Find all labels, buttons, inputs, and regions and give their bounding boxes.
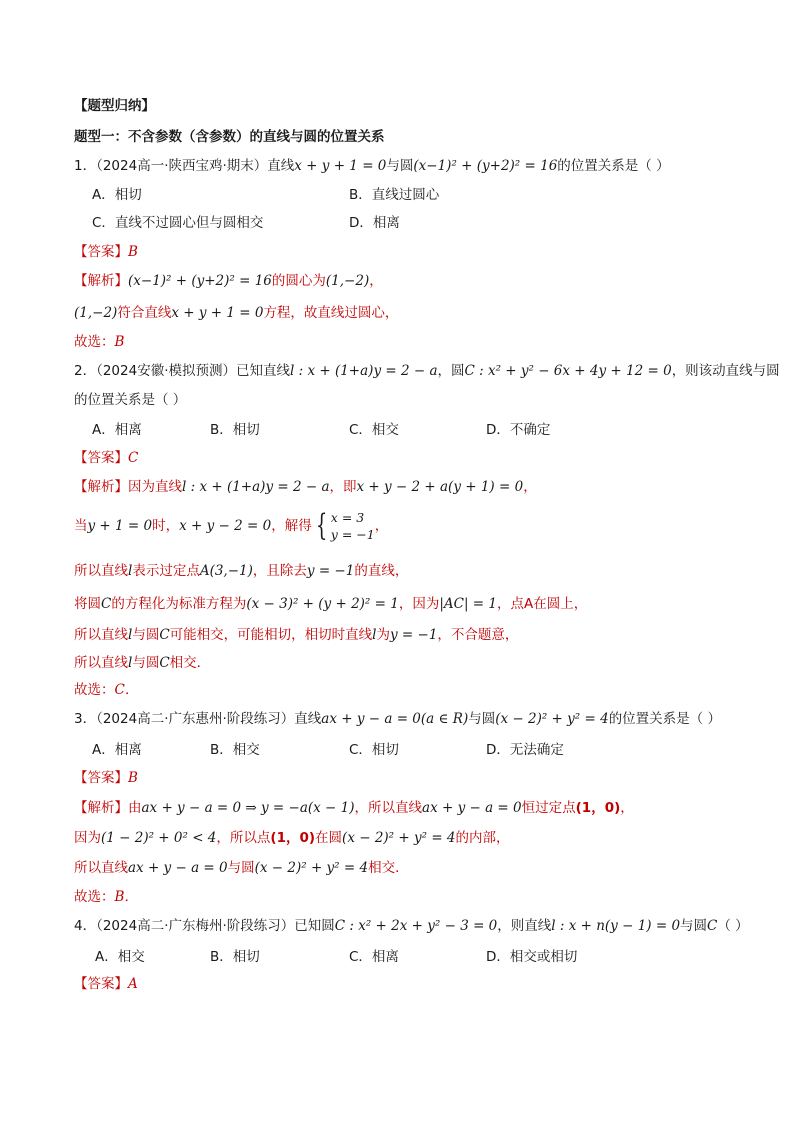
q3-answer: [74, 769, 138, 787]
q3-circle-eq: (x − 2)² + y² = 4: [495, 711, 609, 727]
q2-a3-text: 所以直线: [74, 563, 128, 579]
q2-stem-cont: 的位置关系是（ ）: [74, 392, 187, 408]
q2-choose-value: C．: [114, 682, 139, 698]
q3-answer-label: 【答案】: [74, 770, 128, 786]
q3-a3-text-c: 相交．: [368, 860, 409, 876]
q2-a3-l: l: [128, 563, 133, 579]
q2-a5-text-d: 可能相交，可能相切，相切时直线: [169, 627, 373, 643]
q3-a3-text: 所以直线: [74, 860, 128, 876]
q4-stem-text-b: ，则直线: [497, 918, 552, 934]
q2-a4-ac: |AC| = 1: [439, 596, 497, 612]
q2-analysis-label: 【解析】: [74, 479, 128, 495]
q4-circle-c: C: [707, 918, 718, 934]
q2-when: 当: [74, 518, 88, 534]
q2-a5-c: C: [159, 627, 170, 643]
q2-stem-text-c: ，则该动直线与圆: [671, 363, 780, 379]
q2-a4-text-e: ，点A在圆上，: [497, 596, 588, 612]
q2-a4-text-d: ，因为: [398, 596, 440, 612]
q2-system-end: ，: [374, 518, 389, 534]
q2-system-row1: x = 3: [330, 510, 365, 525]
q3-cond: (a ∈ R): [420, 711, 469, 727]
q1-analysis-label: 【解析】: [74, 273, 128, 289]
q2-a3-eq: y = −1: [306, 563, 355, 579]
q4-answer-value: A: [128, 976, 138, 992]
q4-stem: [74, 917, 749, 935]
q1-line-eq: x + y + 1 = 0: [294, 158, 387, 174]
q3-option-a: A．相离: [92, 742, 142, 758]
q3-a3-eq: ax + y − a = 0: [128, 860, 228, 876]
q1-answer-label: 【答案】: [74, 244, 128, 260]
q3-a1-text: 由: [128, 800, 142, 816]
q3-option-c: C．相切: [349, 742, 399, 758]
q1-analysis-end: ，: [369, 273, 383, 289]
q2-a4-text: 将圆: [74, 596, 101, 612]
q1-choose: [74, 333, 124, 351]
q3-a1-eq: ax + y − a = 0 ⇒ y = −a(x − 1): [141, 800, 355, 816]
q1-analysis-eq2: x + y + 1 = 0: [171, 305, 264, 321]
q3-answer-value: B: [128, 770, 138, 786]
q3-a2-eq2: (x − 2)² + y² = 4: [342, 830, 456, 846]
q2-a6-c: C: [159, 655, 170, 671]
q2-option-d: D．不确定: [486, 422, 551, 438]
q2-when-mid: 时，: [152, 518, 180, 534]
q2-stem-text-b: ，圆: [437, 363, 465, 379]
q3-a1-point: (1，0): [575, 800, 621, 816]
q1-stem-text: 1．（2024高一·陕西宝鸡·期末）直线: [74, 158, 295, 174]
q2-option-c: C．相交: [349, 422, 399, 438]
q2-analysis-eq2: x + y − 2 + a(y + 1) = 0: [356, 479, 524, 495]
q3-stem-text-c: 的位置关系是（ ）: [608, 711, 721, 727]
q1-analysis-1: [74, 272, 383, 290]
q4-stem-text-c: 与圆: [680, 918, 708, 934]
q4-option-c: C．相离: [349, 949, 399, 965]
q1-option-c: C．直线不过圆心但与圆相交: [92, 215, 264, 231]
q2-choose-label: 故选：: [74, 682, 115, 698]
q4-circle-eq: C : x² + 2x + y² − 3 = 0: [334, 918, 498, 934]
q2-analysis-end: ，: [523, 479, 537, 495]
q2-answer: [74, 449, 138, 467]
q2-analysis-2: [74, 508, 388, 544]
section-title: 【题型归纳】: [74, 98, 155, 114]
q1-analysis-text2: 符合直线: [117, 305, 172, 321]
q3-a2-text: 因为: [74, 830, 101, 846]
q3-option-d: D．无法确定: [486, 742, 564, 758]
q1-answer-value: B: [128, 244, 138, 260]
q1-answer: [74, 243, 138, 261]
q3-analysis-1: [74, 799, 634, 817]
q1-option-a: A．相切: [92, 187, 142, 203]
q2-analysis-text: 因为直线: [128, 479, 182, 495]
q2-a5-l: l: [128, 627, 133, 643]
q3-a3-eq2: (x − 2)² + y² = 4: [254, 860, 369, 876]
q4-option-b: B．相切: [210, 949, 260, 965]
q2-a3-text-b: 表示过定点: [132, 563, 200, 579]
q1-choose-label: 故选：: [74, 334, 115, 350]
q1-circle-eq: (x−1)² + (y+2)² = 16: [413, 158, 558, 174]
q4-answer-label: 【答案】: [74, 976, 128, 992]
q2-option-a: A．相离: [92, 422, 142, 438]
q2-stem-text: 2．（2024安徽·模拟预测）已知直线: [74, 363, 290, 379]
q4-answer: [74, 975, 138, 993]
q1-analysis-eq: (x−1)² + (y+2)² = 16: [128, 273, 272, 289]
q2-system-row2: y = −1: [330, 527, 375, 542]
q1-analysis-text: 的圆心为: [271, 273, 326, 289]
q2-analysis-3: [74, 562, 408, 580]
q1-option-b: B．直线过圆心: [349, 187, 440, 203]
type-heading: 题型一：不含参数（含参数）的直线与圆的位置关系: [74, 129, 385, 145]
q4-option-d: D．相交或相切: [486, 949, 578, 965]
q2-analysis-1: [74, 478, 537, 496]
q3-a1-eq2: ax + y − a = 0: [422, 800, 522, 816]
q2-system-brace: {: [315, 508, 327, 543]
q2-choose: [74, 681, 138, 699]
q3-a1-text-b: ，所以直线: [354, 800, 423, 816]
q4-stem-text: 4．（2024高二·广东梅州·阶段练习）已知圆: [74, 918, 335, 934]
q1-analysis-point: (1,−2): [74, 305, 118, 321]
q2-analysis-mid: ，即: [329, 479, 357, 495]
q3-line-eq: ax + y − a = 0: [321, 711, 421, 727]
q2-option-b: B．相切: [210, 422, 260, 438]
q2-answer-label: 【答案】: [74, 450, 128, 466]
q2-a6-text-b: 与圆: [132, 655, 160, 671]
q2-a4-c: C: [101, 596, 112, 612]
q2-a5-eq: y = −1: [390, 627, 438, 643]
q3-choose: [74, 888, 138, 906]
q3-choose-label: 故选：: [74, 889, 115, 905]
q3-a1-text-c: 恒过定点: [521, 800, 576, 816]
q3-option-b: B．相交: [210, 742, 260, 758]
q3-a2-text-d: 的内部，: [455, 830, 510, 846]
q3-stem-text-b: 与圆: [468, 711, 496, 727]
q2-analysis-5: [74, 626, 518, 644]
q2-system: [331, 509, 375, 543]
q3-a2-point: (1，0): [270, 830, 316, 846]
q4-line-eq: l : x + n(y − 1) = 0: [551, 918, 681, 934]
q3-analysis-2: [74, 829, 510, 847]
q2-line-eq: l : x + (1+a)y = 2 − a: [290, 363, 438, 379]
q1-stem-text-b: 与圆: [386, 158, 414, 174]
q3-choose-value: B．: [114, 889, 138, 905]
q2-a5-text-e: 为: [376, 627, 390, 643]
q2-eq-xy: x + y − 2 = 0: [179, 518, 272, 534]
q3-analysis-3: [74, 859, 409, 877]
q1-stem-text-c: 的位置关系是（ ）: [557, 158, 670, 174]
q2-analysis-eq: l : x + (1+a)y = 2 − a: [182, 479, 330, 495]
q3-a2-text-b: ，所以点: [216, 830, 271, 846]
q3-analysis-label: 【解析】: [74, 800, 128, 816]
q2-a5-l2: l: [372, 627, 377, 643]
q1-analysis-center: (1,−2): [325, 273, 370, 289]
q2-eq-y: y + 1 = 0: [87, 518, 153, 534]
q1-choose-value: B: [114, 334, 125, 350]
q1-analysis-2: [74, 304, 398, 322]
q3-stem: [74, 710, 721, 728]
q1-analysis-end2: 方程，故直线过圆心，: [263, 305, 399, 321]
q2-a6-l: l: [128, 655, 133, 671]
q2-stem: [74, 362, 780, 380]
q2-a5-text-f: ，不合题意，: [437, 627, 519, 643]
q1-option-d: D．相离: [349, 215, 400, 231]
q1-stem: [74, 157, 670, 175]
q2-solve: ，解得: [271, 518, 312, 534]
q3-a2-text-c: 在圆: [315, 830, 343, 846]
q2-a3-point: A(3,−1): [199, 563, 253, 579]
q2-a5-text-b: 与圆: [132, 627, 160, 643]
q2-a4-text-b: 的方程化为标准方程为: [111, 596, 247, 612]
q2-answer-value: C: [128, 450, 139, 466]
q2-a4-eq: (x − 3)² + (y + 2)² = 1: [246, 596, 399, 612]
q3-a3-text-b: 与圆: [227, 860, 255, 876]
q2-a3-text-c: ，且除去: [252, 563, 307, 579]
q2-circle-eq: C : x² + y² − 6x + 4y + 12 = 0: [464, 363, 672, 379]
q3-a2-eq: (1 − 2)² + 0² < 4: [101, 830, 217, 846]
q2-a6-text-d: 相交．: [169, 655, 211, 671]
q4-stem-text-d: （ ）: [717, 918, 749, 934]
q2-a5-text: 所以直线: [74, 627, 128, 643]
q4-option-a: A．相交: [95, 949, 145, 965]
q2-analysis-4: [74, 595, 587, 613]
q2-a3-text-d: 的直线，: [354, 563, 409, 579]
q3-a1-end: ，: [620, 800, 634, 816]
q2-a6-text: 所以直线: [74, 655, 128, 671]
q3-stem-text: 3．（2024高二·广东惠州·阶段练习）直线: [74, 711, 322, 727]
q2-analysis-6: [74, 654, 210, 672]
